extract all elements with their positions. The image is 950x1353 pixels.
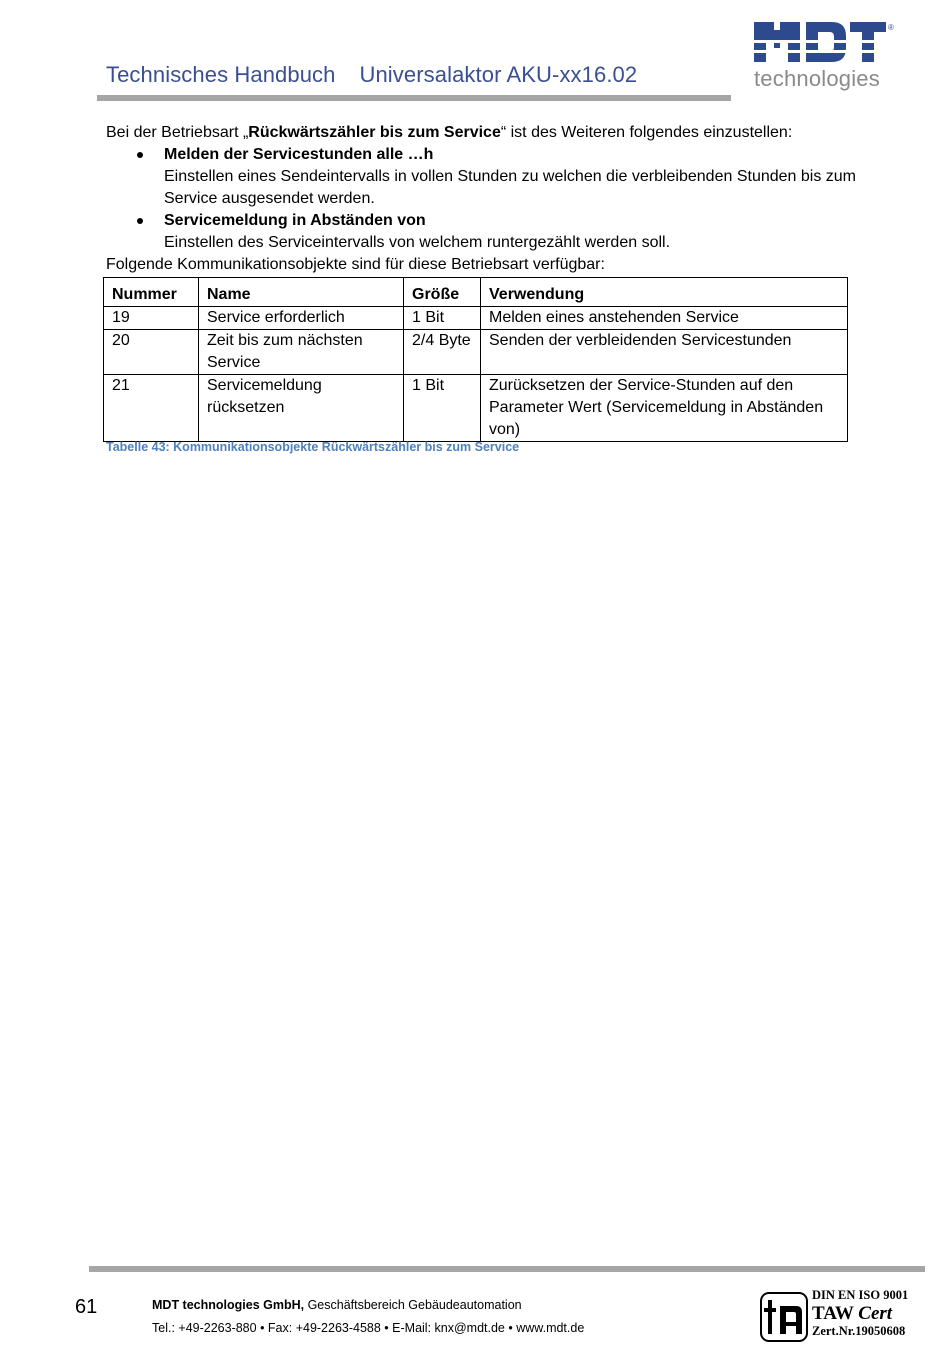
logo-technologies: technologies — [754, 66, 880, 91]
cert-standard: DIN EN ISO 9001 — [812, 1288, 909, 1302]
column-header: Verwendung — [481, 278, 848, 307]
bullet-icon — [137, 152, 143, 158]
column-header: Größe — [404, 278, 481, 307]
bullet-title: Servicemeldung in Abständen von — [164, 212, 426, 229]
product-name: Universalaktor AKU-xx16.02 — [359, 62, 638, 87]
bullet-item — [106, 144, 866, 210]
cell-number: 20 — [104, 330, 199, 375]
taw-cert-icon — [760, 1292, 808, 1342]
column-header: Nummer — [104, 278, 199, 307]
footer-contact: Tel.: +49-2263-880 • Fax: +49-2263-4588 • E-Mail: knx@mdt.de • www.mdt.de — [152, 1321, 585, 1335]
bullet-text: Einstellen des Serviceintervalls von welchem runtergezählt werden soll. — [164, 234, 671, 251]
bullet-item — [106, 210, 866, 254]
table-header-row — [104, 278, 848, 307]
cell-size: 1 Bit — [404, 307, 481, 330]
registered-mark: ® — [888, 23, 894, 32]
footer-divider — [89, 1266, 925, 1272]
body-text — [106, 122, 866, 276]
communication-objects-table — [103, 277, 848, 442]
page-header-title — [106, 62, 637, 88]
cell-number: 19 — [104, 307, 199, 330]
table-row — [104, 375, 848, 442]
table-row — [104, 330, 848, 375]
cell-usage: Melden eines anstehenden Service — [481, 307, 848, 330]
cert-number: Zert.Nr.19050608 — [812, 1324, 906, 1338]
table-caption: Tabelle 43: Kommunikationsobjekte Rückwärtszähler bis zum Service — [106, 440, 520, 454]
cell-name: Servicemeldung rücksetzen — [199, 375, 404, 442]
cell-name: Service erforderlich — [199, 307, 404, 330]
cell-usage: Senden der verbleidenden Servicestunden — [481, 330, 848, 375]
bullet-title: Melden der Servicestunden alle …h — [164, 146, 434, 163]
cell-name: Zeit bis zum nächsten Service — [199, 330, 404, 375]
footer-company: MDT technologies GmbH, Geschäftsbereich Gebäudeautomation — [152, 1298, 522, 1312]
certification — [812, 1288, 908, 1339]
bullet-icon — [137, 218, 143, 224]
objects-intro: Folgende Kommunikationsobjekte sind für diese Betriebsart verfügbar: — [106, 256, 605, 273]
intro-paragraph: Bei der Betriebsart „Rückwärtszähler bis zum Service“ ist des Weiteren folgendes einzustellen: — [106, 124, 793, 141]
page-number: 61 — [75, 1296, 98, 1318]
cell-size: 1 Bit — [404, 375, 481, 442]
cell-size: 2/4 Byte — [404, 330, 481, 375]
bullet-text: Einstellen eines Sendeintervalls in vollen Stunden zu welchen die verbleibenden Stunden bis zum Service ausgesendet werden. — [164, 168, 856, 207]
doc-title: Technisches Handbuch — [106, 62, 336, 87]
cell-number: 21 — [104, 375, 199, 442]
mode-name: Rückwärtszähler bis zum Service — [248, 124, 501, 141]
column-header: Name — [199, 278, 404, 307]
table-row — [104, 307, 848, 330]
cell-usage: Zurücksetzen der Service-Stunden auf den Parameter Wert (Servicemeldung in Abständen von) — [481, 375, 848, 442]
header-divider — [97, 95, 731, 101]
cert-brand: TAW Cert — [812, 1303, 893, 1324]
